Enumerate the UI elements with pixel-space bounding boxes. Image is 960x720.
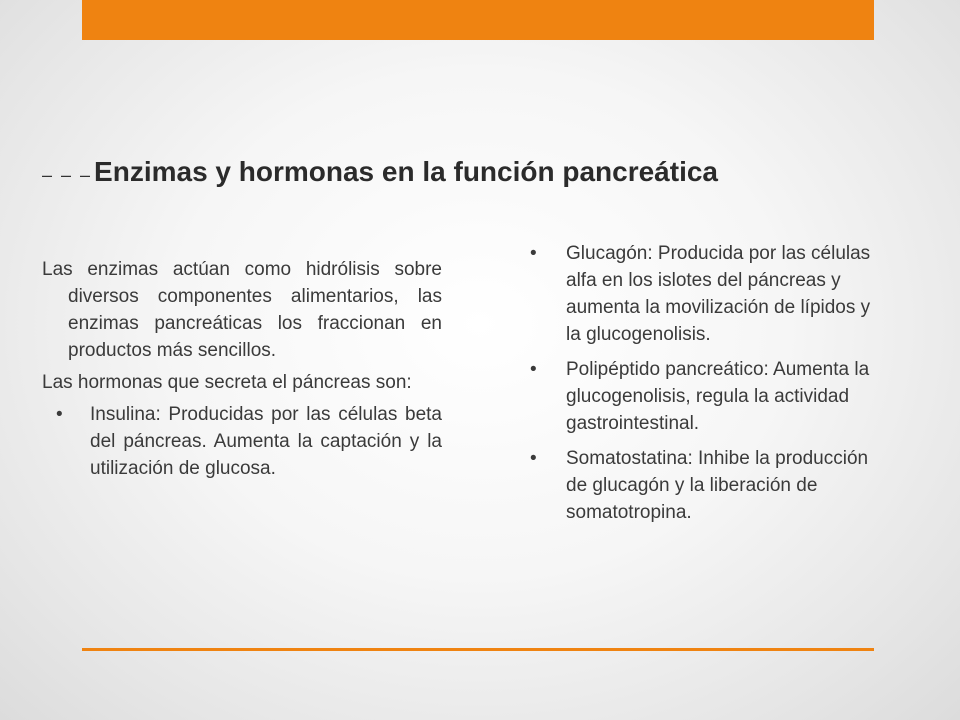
list-item-text: Polipéptido pancreático: Aumenta la glucogenolisis, regula la actividad gastrointestinal. — [566, 359, 870, 434]
list-item-glucagon — [526, 240, 876, 348]
title-dash-prefix: – – – — [42, 165, 93, 185]
left-column — [42, 256, 442, 482]
bullet-icon: • — [530, 243, 537, 264]
hormones-intro-paragraph: Las hormonas que secreta el páncreas son: — [42, 372, 412, 393]
right-column — [526, 240, 876, 534]
top-accent-bar — [82, 0, 874, 40]
slide-title — [42, 156, 902, 188]
list-item-somatostatina — [526, 445, 876, 526]
title-text: Enzimas y hormonas en la función pancreática — [94, 156, 719, 187]
list-item-insulina — [42, 401, 442, 482]
bottom-accent-line — [82, 648, 874, 651]
bullet-icon: • — [530, 359, 537, 380]
bullet-icon: • — [530, 448, 537, 469]
list-item-text: Glucagón: Producida por las células alfa en los islotes del páncreas y aumenta la movilización de lípidos y la glucogenolisis. — [566, 243, 871, 345]
list-item-text: Insulina: Producidas por las células beta del páncreas. Aumenta la captación y la utilización de glucosa. — [90, 404, 442, 479]
list-item-text: Somatostatina: Inhibe la producción de glucagón y la liberación de somatotropina. — [566, 448, 869, 523]
enzymes-paragraph: Las enzimas actúan como hidrólisis sobre diversos componentes alimentarios, las enzimas pancreáticas los fraccionan en productos más sencillos. — [42, 259, 442, 361]
list-item-polipeptido — [526, 356, 876, 437]
bullet-icon: • — [56, 404, 63, 425]
